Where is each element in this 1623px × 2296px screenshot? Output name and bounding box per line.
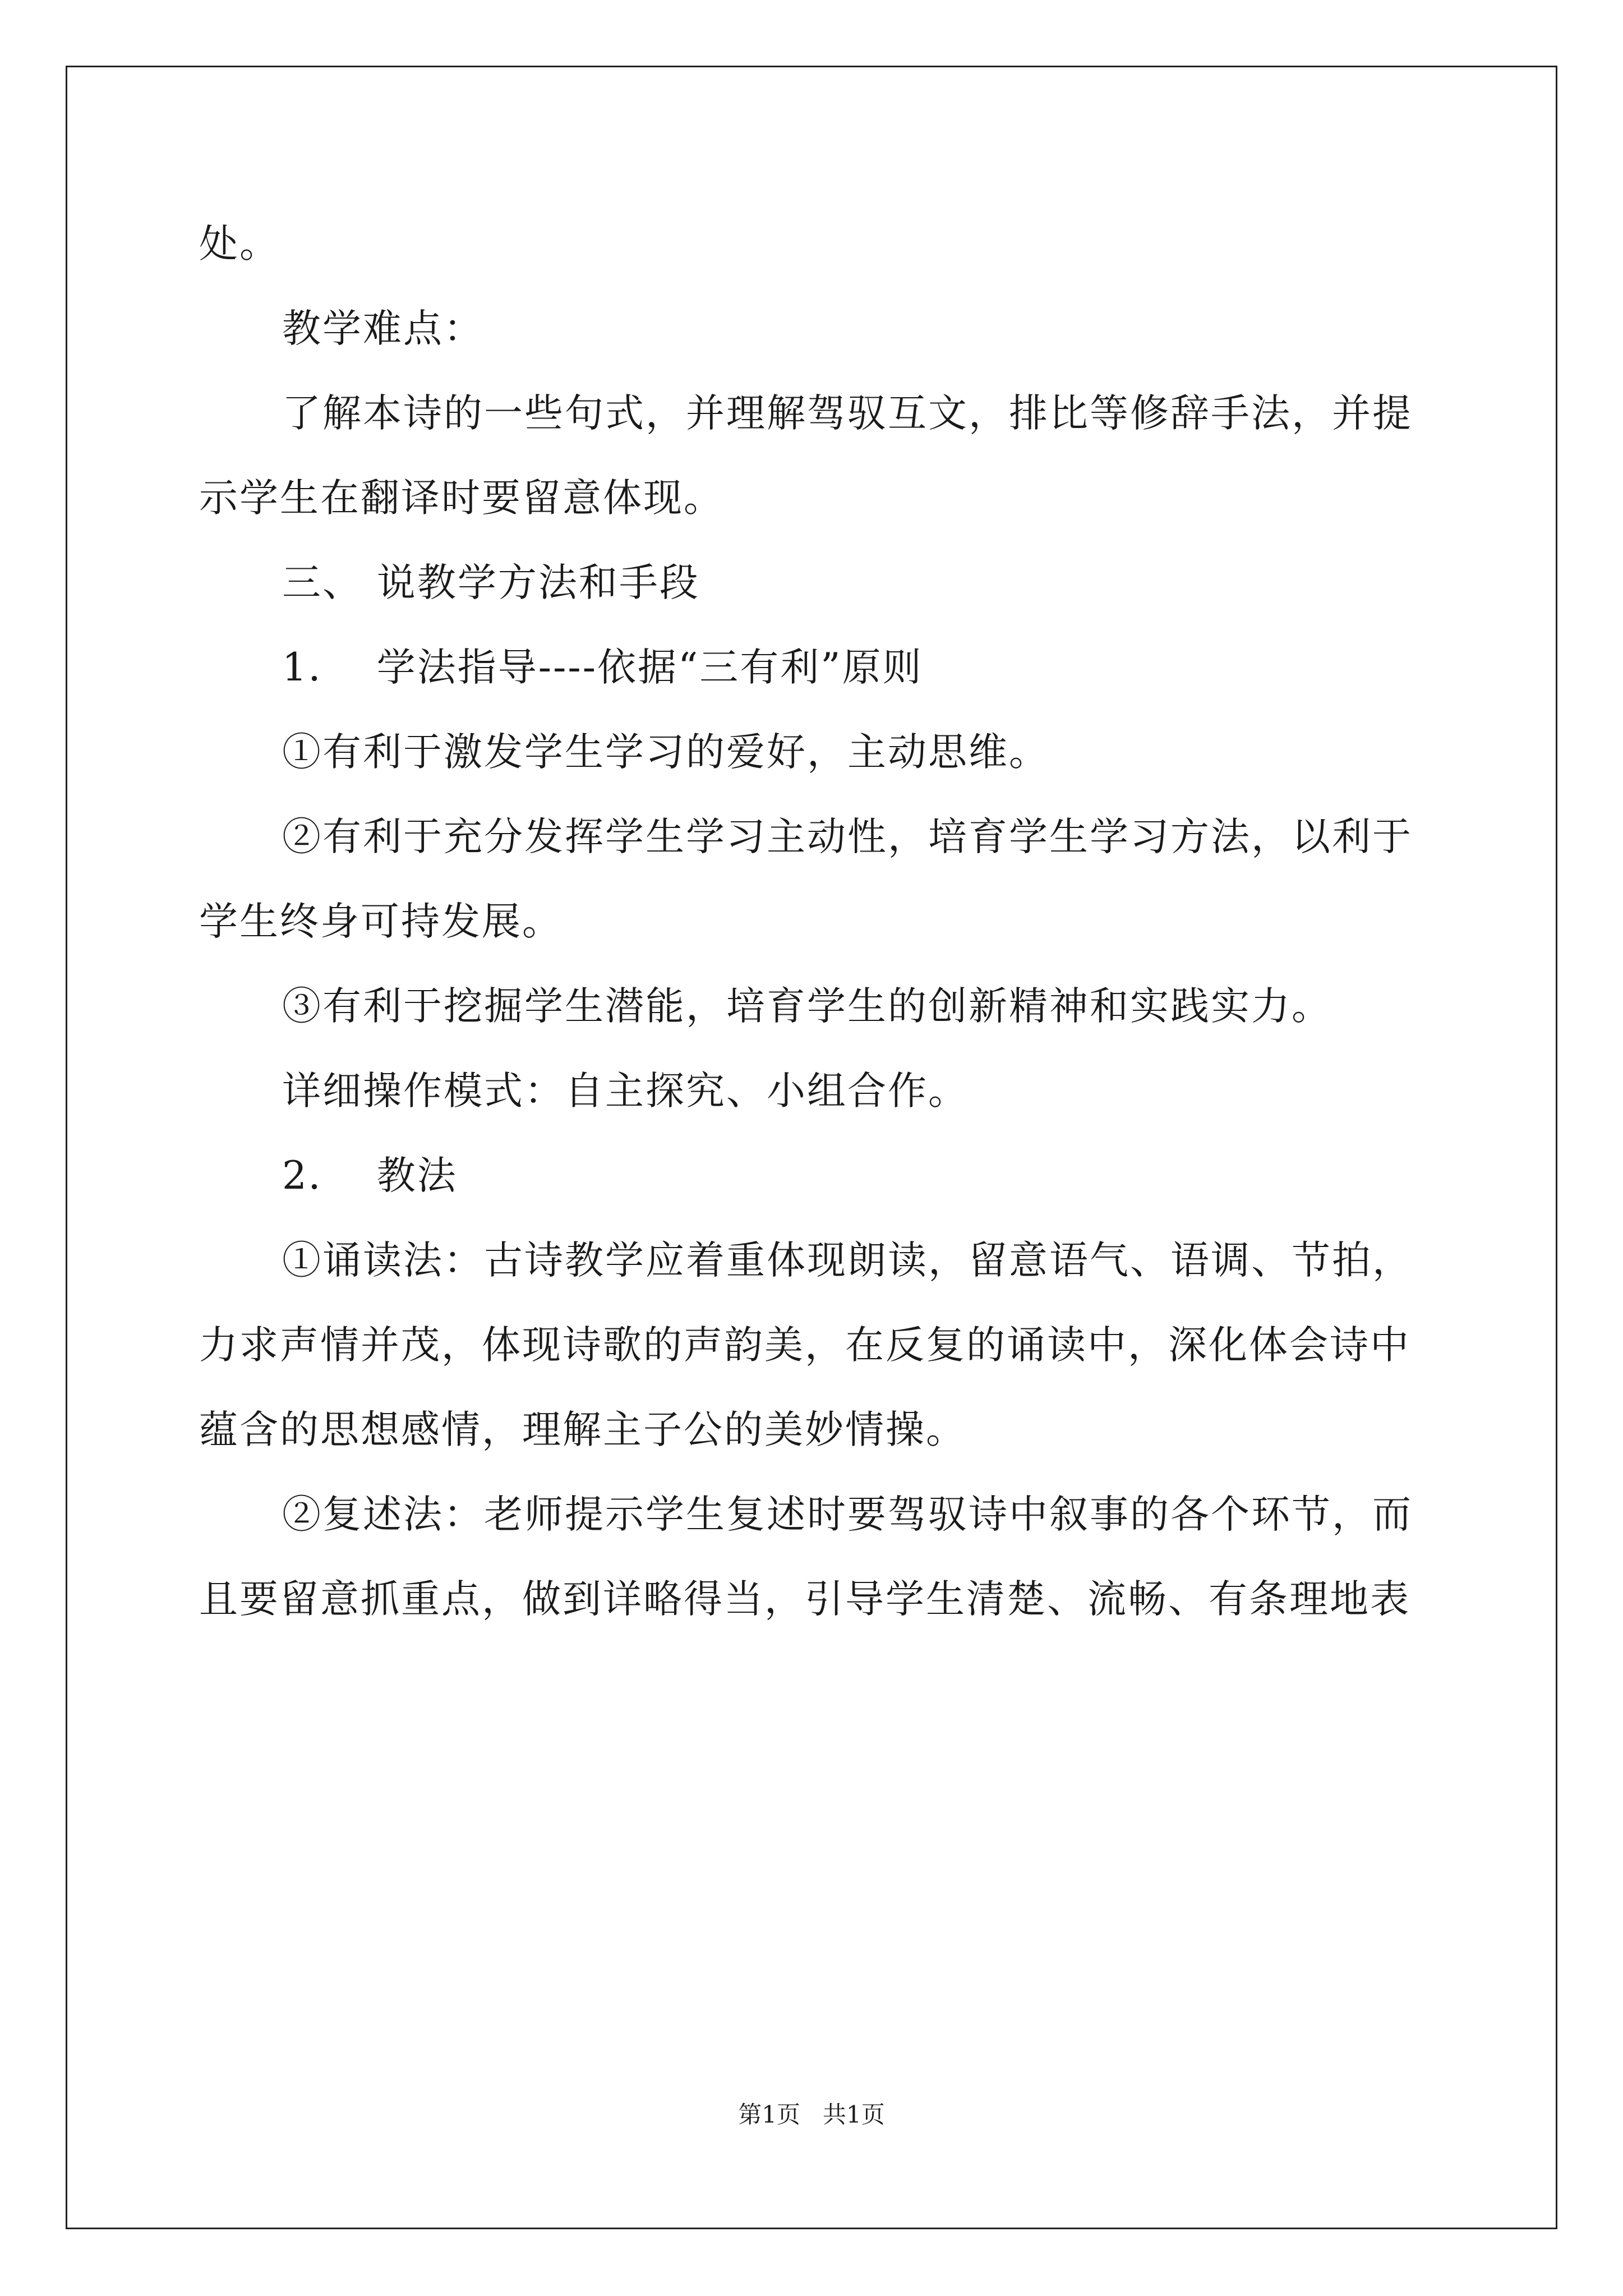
list-item: ②有利于充分发挥学生学习主动性，培育学生学习方法，以利于学生终身可持发展。 <box>199 815 1413 944</box>
list-item: ①有利于激发学生学习的爱好，主动思维。 <box>282 730 1049 775</box>
paragraph: 处。 <box>199 222 280 266</box>
subsection-heading: 2． 教法 <box>282 1153 458 1198</box>
document-body <box>199 202 1427 1642</box>
paragraph: 教学难点： <box>282 306 484 351</box>
paragraph: 详细操作模式：自主探究、小组合作。 <box>282 1069 969 1114</box>
list-item: ①诵读法：古诗教学应着重体现朗读，留意语气、语调、节拍，力求声情并茂，体现诗歌的声韵美，在反复的诵读中，深化体会诗中蕴含的思想感情，理解主子公的美妙情操。 <box>199 1238 1413 1452</box>
paragraph: 了解本诗的一些句式，并理解驾驭互文，排比等修辞手法，并提示学生在翻译时要留意体现。 <box>199 391 1413 521</box>
section-heading: 三、 说教学方法和手段 <box>282 560 700 605</box>
page-number-footer: 第1页 共1页 <box>738 2101 885 2128</box>
list-item: ③有利于挖掘学生潜能，培育学生的创新精神和实践实力。 <box>282 984 1332 1029</box>
list-item: ②复述法：老师提示学生复述时要驾驭诗中叙事的各个环节，而且要留意抓重点，做到详略得当，引导学生清楚、流畅、有条理地表 <box>199 1492 1413 1622</box>
subsection-heading: 1． 学法指导----依据“三有利”原则 <box>282 645 923 690</box>
